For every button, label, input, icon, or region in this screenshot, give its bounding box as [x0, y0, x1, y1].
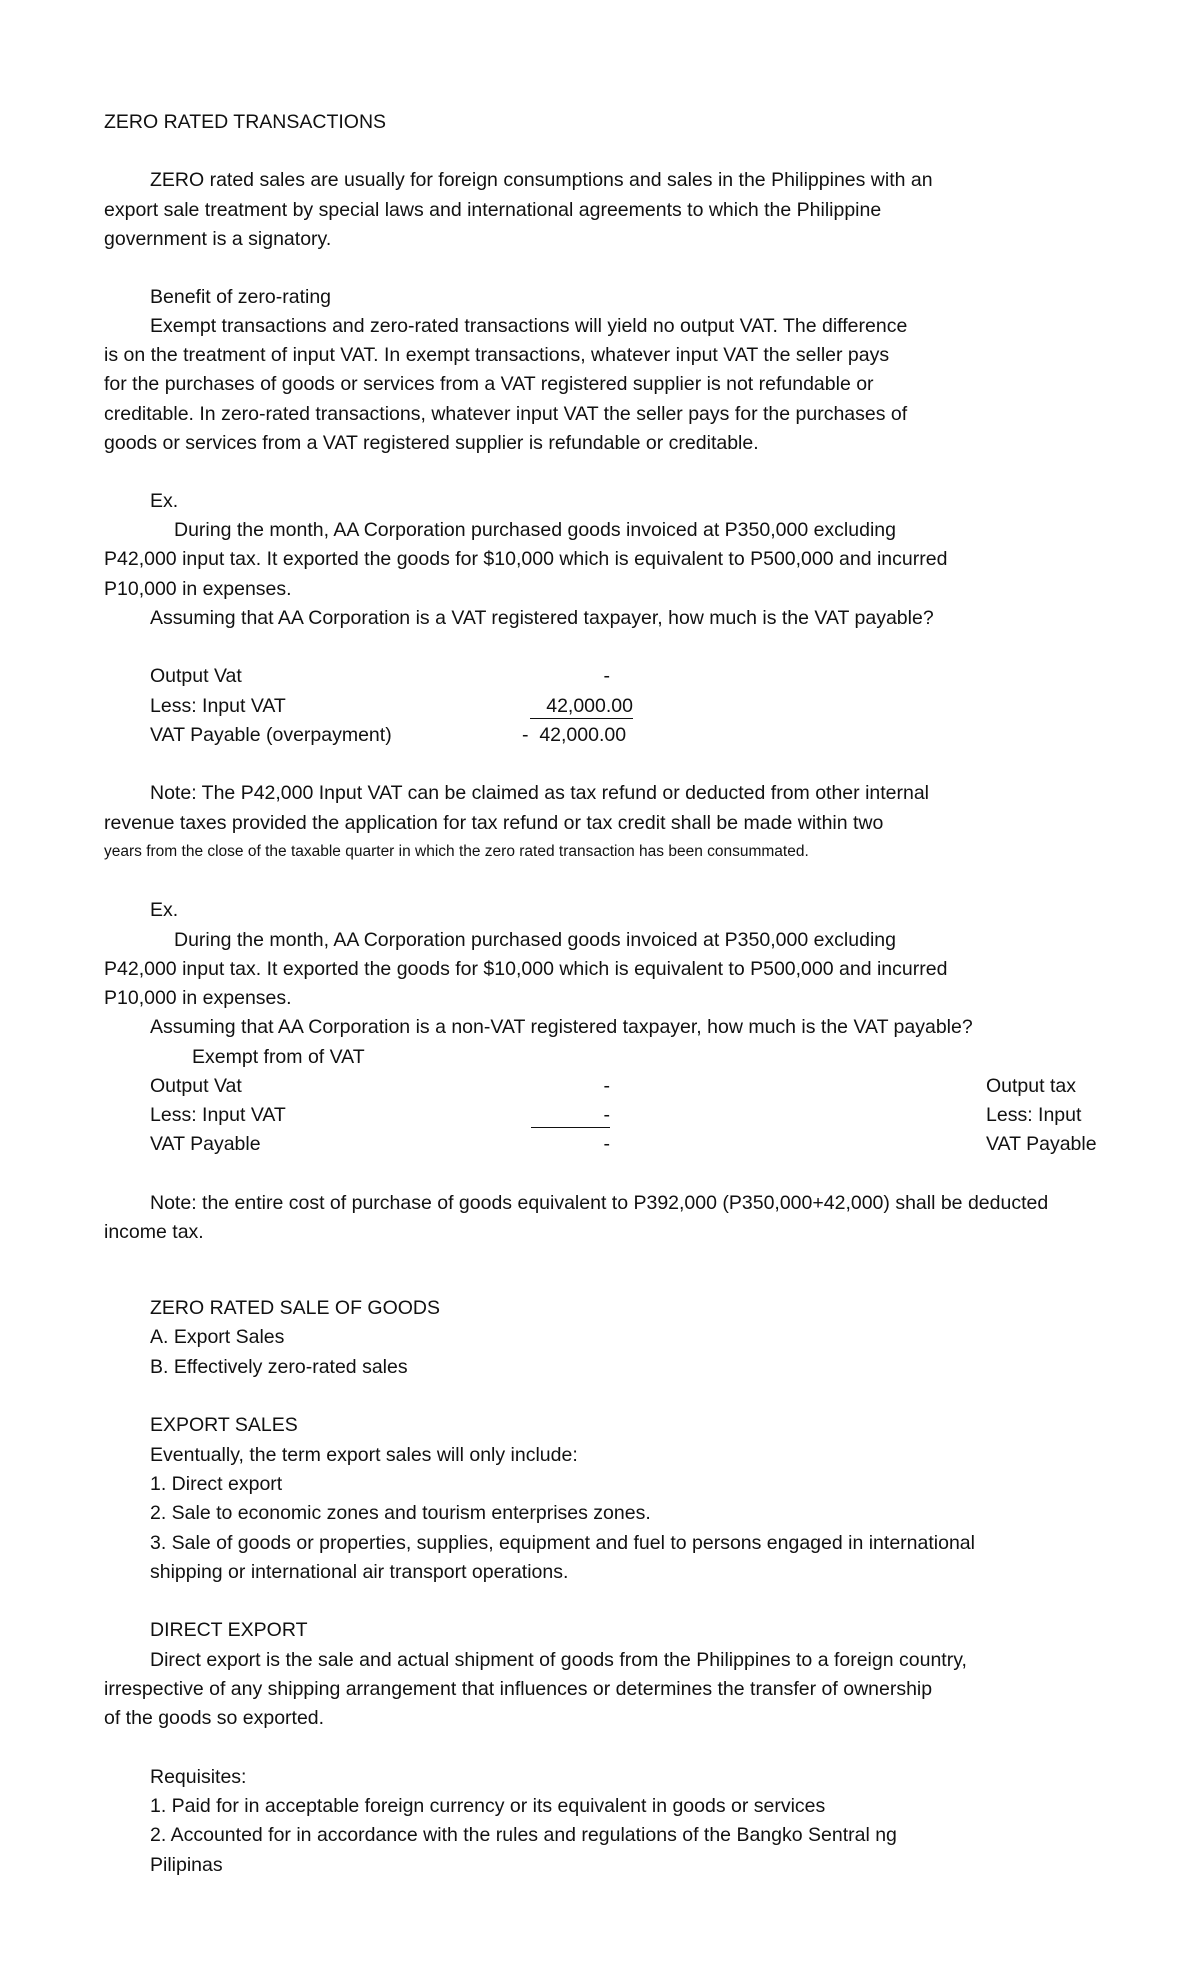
benefit-line-4: creditable. In zero-rated transactions, whatever input VAT the seller pays for the purchases of	[104, 403, 908, 425]
direct-export-line-2: irrespective of any shipping arrangement that influences or determines the transfer of ownership	[104, 1678, 933, 1700]
benefit-line-1: Exempt transactions and zero-rated transactions will yield no output VAT. The difference	[150, 315, 908, 337]
export-sales-item-2: 2. Sale to economic zones and tourism enterprises zones.	[150, 1502, 651, 1524]
export-sales-item-1: 1. Direct export	[150, 1473, 283, 1495]
example2-less-input-truncated: Less: Input	[986, 1104, 1082, 1126]
example1-note-line-1: Note: The P42,000 Input VAT can be claimed as tax refund or deducted from other internal	[150, 782, 930, 804]
example1-vat-payable-label: VAT Payable (overpayment)	[150, 724, 392, 746]
example1-line-2: P42,000 input tax. It exported the goods for $10,000 which is equivalent to P500,000 and incurred	[104, 548, 948, 570]
intro-line-3: government is a signatory.	[104, 228, 332, 250]
example2-line-2: P42,000 input tax. It exported the goods for $10,000 which is equivalent to P500,000 and incurred	[104, 958, 948, 980]
example1-output-vat-label: Output Vat	[150, 665, 242, 687]
example1-input-vat-value: 42,000.00	[546, 695, 633, 717]
direct-export-line-3: of the goods so exported.	[104, 1707, 325, 1729]
export-sales-intro: Eventually, the term export sales will only include:	[150, 1444, 578, 1466]
example2-vat-payable-value: -	[603, 1133, 610, 1155]
direct-export-heading: DIRECT EXPORT	[150, 1619, 308, 1641]
example2-question: Assuming that AA Corporation is a non-VAT registered taxpayer, how much is the VAT payable?	[150, 1016, 973, 1038]
example2-output-vat-value: -	[603, 1075, 610, 1097]
example2-line-1: During the month, AA Corporation purchased goods invoiced at P350,000 excluding	[174, 929, 896, 951]
requisites-item-2-cont: Pilipinas	[150, 1854, 223, 1876]
direct-export-line-1: Direct export is the sale and actual shipment of goods from the Philippines to a foreign country,	[150, 1649, 967, 1671]
example2-line-3: P10,000 in expenses.	[104, 987, 292, 1009]
export-sales-item-3-cont: shipping or international air transport operations.	[150, 1561, 569, 1583]
zero-rated-goods-item-a: A. Export Sales	[150, 1326, 285, 1348]
example1-question: Assuming that AA Corporation is a VAT registered taxpayer, how much is the VAT payable?	[150, 607, 934, 629]
document-title: ZERO RATED TRANSACTIONS	[104, 111, 387, 133]
example1-note-line-2: revenue taxes provided the application for tax refund or tax credit shall be made within two	[104, 812, 884, 834]
example2-exempt-label: Exempt from of VAT	[192, 1046, 365, 1068]
example2-label: Ex.	[150, 899, 179, 921]
example1-line-3: P10,000 in expenses.	[104, 578, 292, 600]
benefit-line-2: is on the treatment of input VAT. In exempt transactions, whatever input VAT the seller pays	[104, 344, 890, 366]
benefit-line-3: for the purchases of goods or services from a VAT registered supplier is not refundable or	[104, 373, 874, 395]
example2-input-vat-label: Less: Input VAT	[150, 1104, 286, 1126]
export-sales-item-3: 3. Sale of goods or properties, supplies, equipment and fuel to persons engaged in international	[150, 1532, 975, 1554]
export-sales-heading: EXPORT SALES	[150, 1414, 298, 1436]
zero-rated-goods-heading: ZERO RATED SALE OF GOODS	[150, 1297, 441, 1319]
intro-line-1: ZERO rated sales are usually for foreign consumptions and sales in the Philippines with an	[150, 169, 933, 191]
example1-input-vat-label: Less: Input VAT	[150, 695, 286, 717]
example2-output-vat-label: Output Vat	[150, 1075, 242, 1097]
requisites-heading: Requisites:	[150, 1766, 247, 1788]
example2-note-line-1: Note: the entire cost of purchase of goods equivalent to P392,000 (P350,000+42,000) shall be deducted	[150, 1192, 1049, 1214]
example2-input-vat-value: -	[603, 1104, 610, 1126]
example1-note-line-3: years from the close of the taxable quarter in which the zero rated transaction has been consummated.	[104, 843, 809, 860]
benefit-heading: Benefit of zero-rating	[150, 286, 332, 308]
intro-line-2: export sale treatment by special laws and international agreements to which the Philippine	[104, 199, 882, 221]
example2-underline	[531, 1127, 610, 1128]
example2-note-line-2: income tax.	[104, 1221, 204, 1243]
benefit-line-5: goods or services from a VAT registered supplier is refundable or creditable.	[104, 432, 759, 454]
example1-line-1: During the month, AA Corporation purchased goods invoiced at P350,000 excluding	[174, 519, 896, 541]
zero-rated-goods-item-b: B. Effectively zero-rated sales	[150, 1356, 408, 1378]
requisites-item-1: 1. Paid for in acceptable foreign currency or its equivalent in goods or services	[150, 1795, 826, 1817]
example1-underline	[530, 718, 633, 719]
example1-label: Ex.	[150, 490, 179, 512]
example2-vat-payable-label: VAT Payable	[150, 1133, 261, 1155]
requisites-item-2: 2. Accounted for in accordance with the rules and regulations of the Bangko Sentral ng	[150, 1824, 897, 1846]
example1-vat-payable-value: - 42,000.00	[522, 724, 627, 746]
example2-vat-payable-truncated: VAT Payable	[986, 1133, 1097, 1155]
example1-output-vat-value: -	[603, 665, 610, 687]
example2-output-tax-truncated: Output tax	[986, 1075, 1076, 1097]
